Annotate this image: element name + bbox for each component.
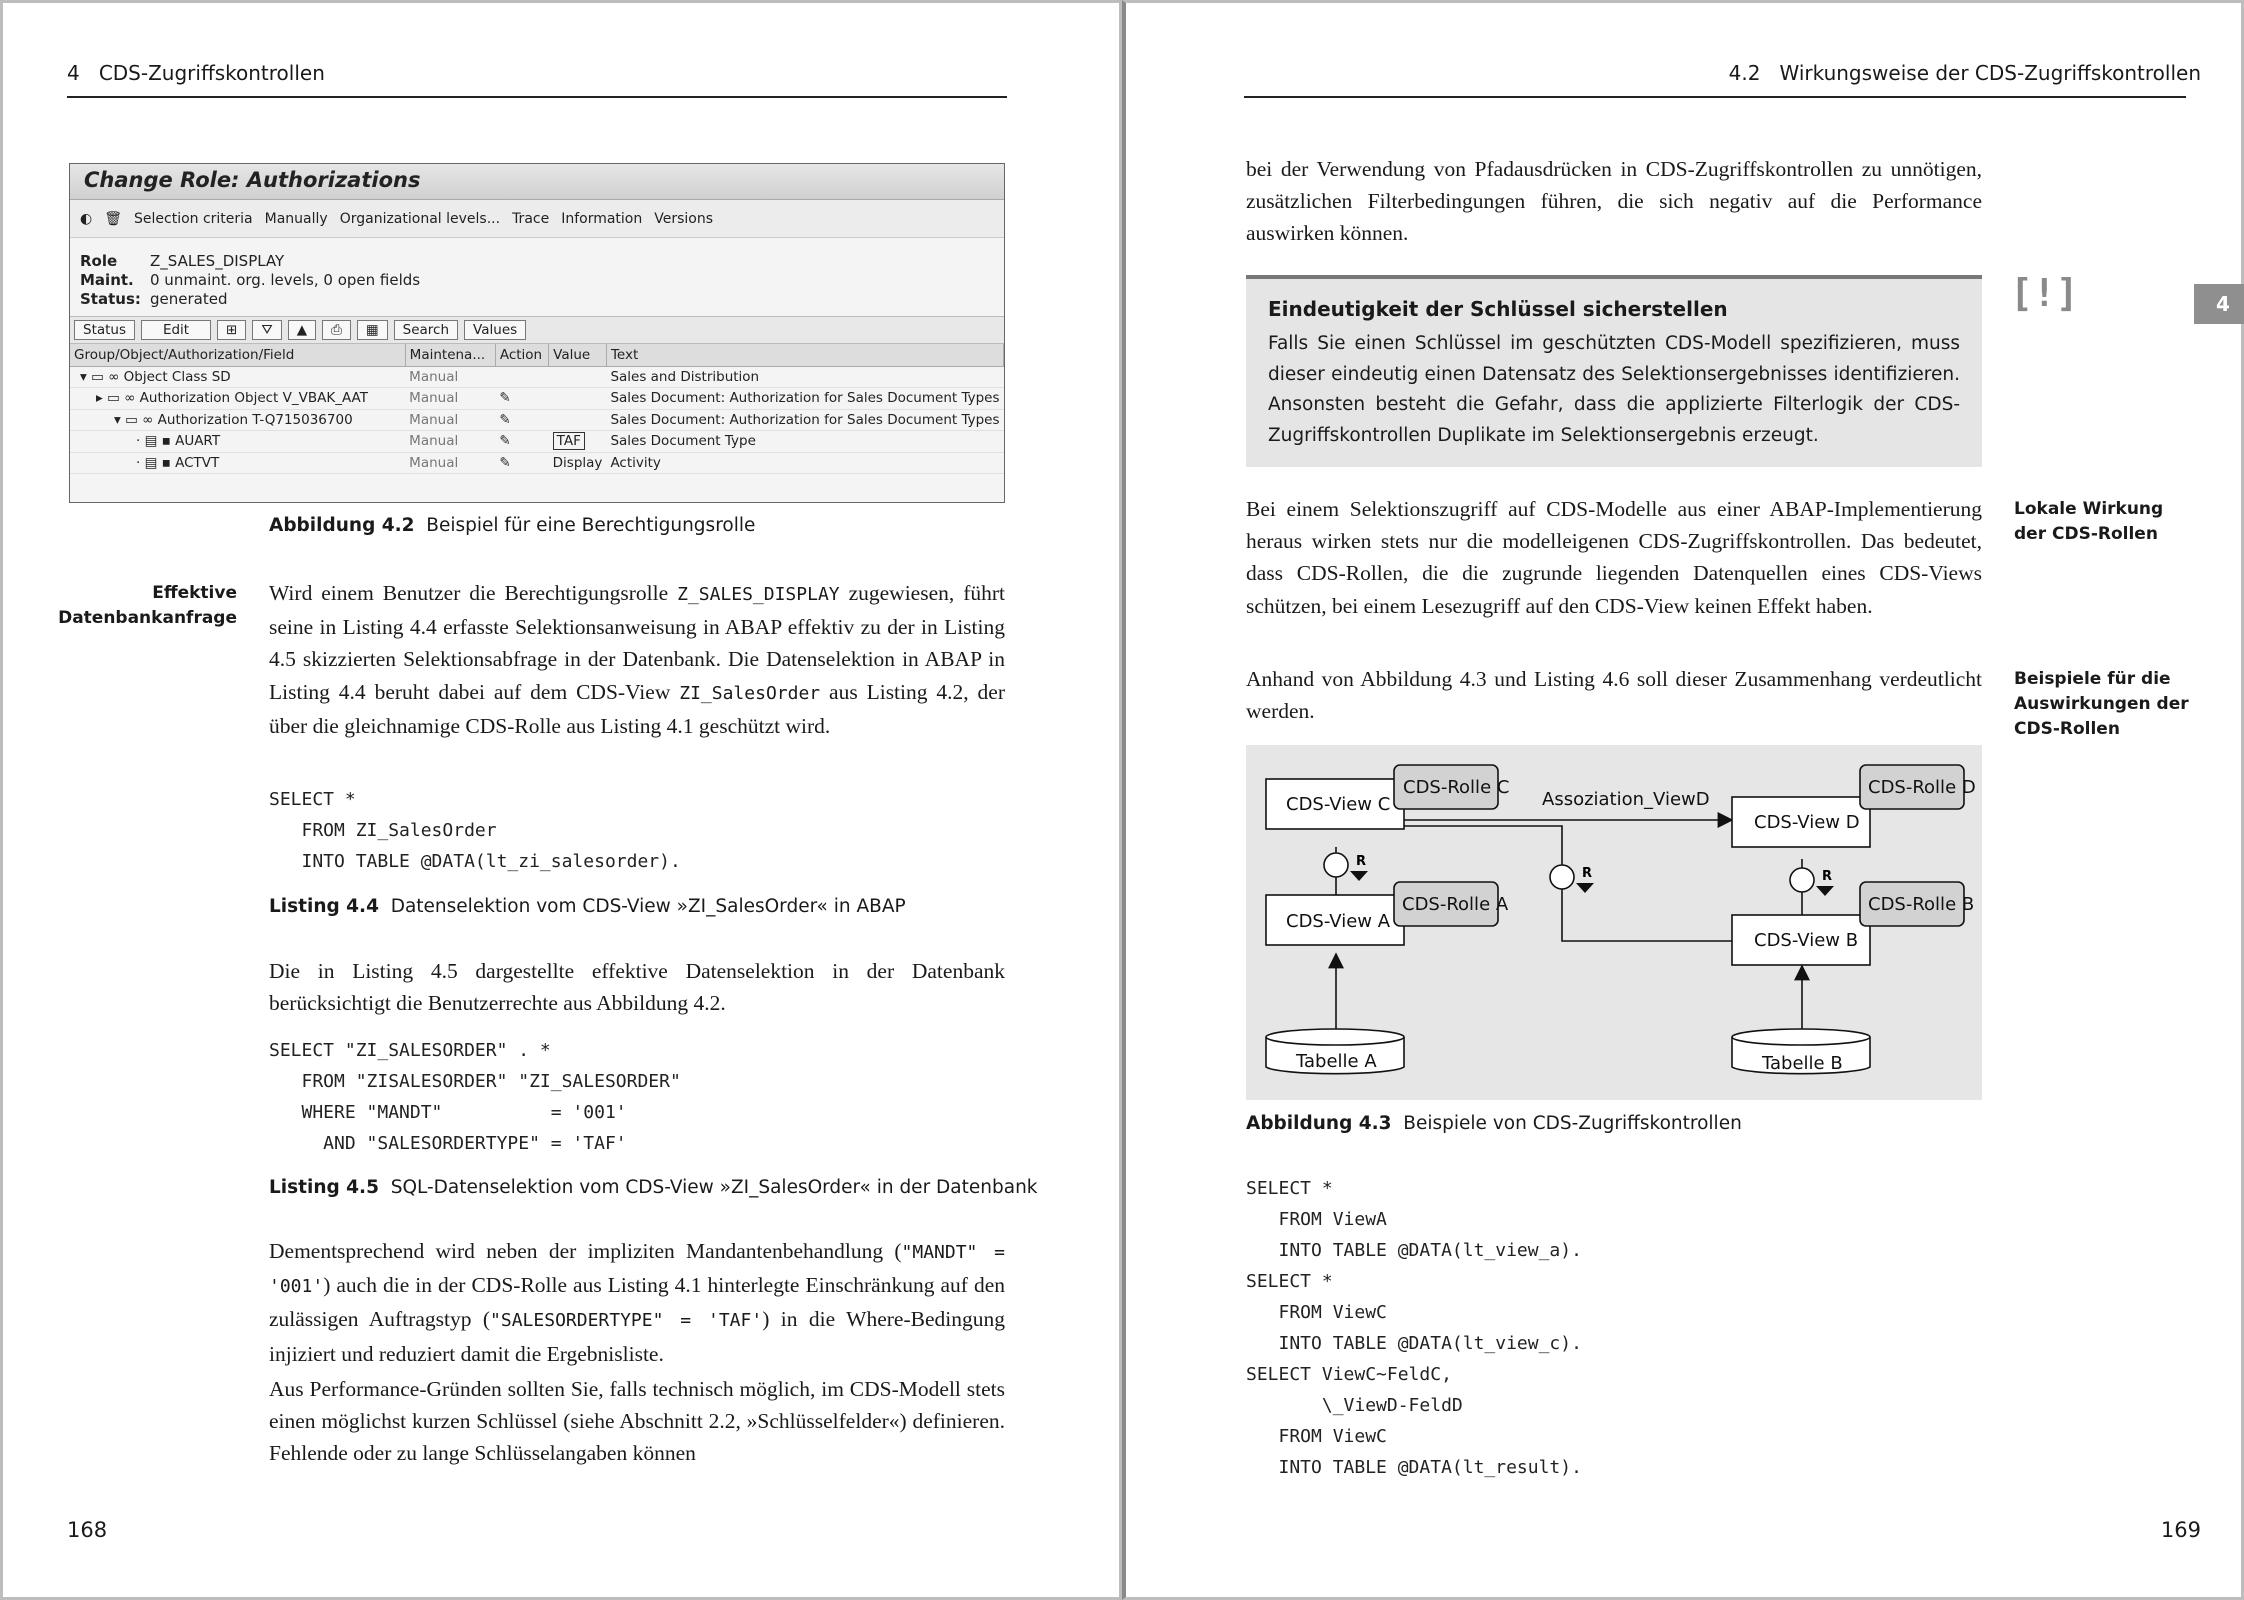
- page-number: 168: [67, 1518, 108, 1542]
- paragraph-4: Aus Performance-Gründen sollten Sie, falls technisch möglich, im CDS-Modell stets einen möglichst kurzen Schlüssel (siehe Abschnitt 2.2, »Schlüsselfelder«) definieren. Fehlende oder zu lange Schlüsselangaben können: [269, 1377, 1005, 1466]
- sap-expand-icon[interactable]: ⊞: [217, 320, 246, 340]
- margin-note-line: Lokale Wirkung: [2014, 499, 2164, 519]
- row-maint: Manual: [405, 452, 495, 474]
- running-header: [67, 61, 325, 85]
- row-text: Sales Document: Authorization for Sales Document Types: [606, 409, 1003, 431]
- listing-caption-4-4: [269, 896, 906, 917]
- listing-4-6-code: SELECT * FROM ViewA INTO TABLE @DATA(lt_view_a). SELECT * FROM ViewC INTO TABLE @DATA(lt_view_c). SELECT ViewC~FeldC, \_ViewD-FeldD FROM ViewC INTO TABLE @DATA(lt_result).: [1246, 1178, 1582, 1478]
- inline-code: Z_SALES_DISPLAY: [677, 584, 840, 605]
- col-header: Maintena...: [405, 344, 495, 366]
- row-value: [549, 388, 607, 410]
- r-label: R: [1582, 866, 1593, 881]
- table-row[interactable]: · ▤ ▪ AUART Manual ✎ TAF Sales Document Type: [70, 431, 1004, 453]
- r-label: R: [1356, 854, 1367, 869]
- col-header: Action: [495, 344, 548, 366]
- maint-value: 0 unmaint. org. levels, 0 open fields: [150, 271, 421, 289]
- figure-caption-4-2: [269, 515, 755, 536]
- sap-edit-button[interactable]: Edit: [141, 320, 211, 340]
- sap-toolbar-org-levels[interactable]: Organizational levels...: [339, 210, 501, 227]
- paragraph-1: [269, 577, 1005, 742]
- row-name: Object Class SD: [123, 368, 231, 385]
- right-page: [1122, 0, 2244, 1600]
- table-row[interactable]: ▾ ▭ ∞ Object Class SD Manual Sales and Distribution: [70, 366, 1004, 388]
- sap-search-button[interactable]: Search: [394, 320, 458, 340]
- row-value[interactable]: TAF: [553, 432, 585, 450]
- caption-text: SQL-Datenselektion vom CDS-View »ZI_SalesOrder« in der Datenbank: [390, 1177, 1038, 1198]
- maint-label: Maint.: [80, 271, 134, 289]
- row-text: Activity: [606, 452, 1003, 474]
- paragraph-2: Anhand von Abbildung 4.3 und Listing 4.6 soll dieser Zusammenhang verdeutlicht werden.: [1246, 667, 1982, 724]
- page-number: 169: [2160, 1518, 2201, 1542]
- row-maint: Manual: [405, 388, 495, 410]
- sap-toolbar-trace[interactable]: Trace: [512, 210, 550, 227]
- sap-toolbar-versions[interactable]: Versions: [654, 210, 714, 227]
- caption-label: Listing 4.5: [269, 1177, 379, 1198]
- trash-icon: 🗑: [104, 210, 122, 227]
- margin-note-line: CDS-Rollen: [2014, 719, 2120, 739]
- margin-note-line: Effektive: [152, 583, 237, 603]
- row-value: [549, 366, 607, 388]
- status-value: generated: [150, 290, 228, 308]
- sap-status-button[interactable]: Status: [74, 320, 135, 340]
- chapter-number: 4: [67, 61, 80, 85]
- margin-note-line: Beispiele für die: [2014, 669, 2171, 689]
- sap-screenshot: [69, 163, 1005, 503]
- role-c-label: CDS-Rolle C: [1403, 777, 1510, 798]
- association-label: Assoziation_ViewD: [1542, 789, 1710, 810]
- row-name: Authorization T-Q715036700: [157, 411, 353, 428]
- margin-note-effektive: [3, 581, 239, 631]
- section-title: Wirkungsweise der CDS-Zugriffskontrollen: [1779, 61, 2201, 85]
- chapter-thumb-tab: 4: [2194, 284, 2244, 324]
- caption-label: Abbildung 4.2: [269, 515, 415, 536]
- caption-text: Datenselektion vom CDS-View »ZI_SalesOrder« in ABAP: [390, 896, 906, 917]
- sap-sort-icon[interactable]: ▲: [288, 320, 316, 340]
- r-label: R: [1822, 869, 1833, 884]
- hint-box: [1246, 275, 1982, 467]
- sap-filter-icon[interactable]: ⛛: [252, 320, 281, 340]
- pencil-icon[interactable]: ✎: [495, 388, 548, 410]
- sap-toolbar-2: [70, 316, 1004, 344]
- listing-caption-4-5: [269, 1177, 1038, 1198]
- header-rule: [67, 96, 1007, 98]
- role-b-label: CDS-Rolle B: [1868, 894, 1975, 915]
- margin-note-line: Auswirkungen der: [2014, 694, 2189, 714]
- sap-toolbar-manually[interactable]: Manually: [264, 210, 328, 227]
- margin-note-beispiele: [2014, 667, 2189, 742]
- margin-note-line: Datenbankanfrage: [58, 608, 237, 628]
- listing-4-5-code: SELECT "ZI_SALESORDER" . * FROM "ZISALESORDER" "ZI_SALESORDER" WHERE "MANDT" = '001' AND "SALESORDERTYPE" = 'TAF': [269, 1040, 681, 1154]
- row-value: [549, 409, 607, 431]
- sap-auth-table: [70, 344, 1004, 474]
- table-a-label: Tabelle A: [1296, 1051, 1377, 1072]
- row-value: Display: [549, 452, 607, 474]
- row-maint: Manual: [405, 409, 495, 431]
- table-row[interactable]: · ▤ ▪ ACTVT Manual ✎ Display Activity: [70, 452, 1004, 474]
- role-value: Z_SALES_DISPLAY: [150, 252, 285, 270]
- pencil-icon[interactable]: ✎: [495, 452, 548, 474]
- sap-toolbar: [70, 200, 1004, 238]
- text-run: Dementsprechend wird neben der impliziten Mandantenbehandlung (: [269, 1239, 902, 1263]
- row-name: ACTVT: [175, 454, 220, 471]
- view-a-label: CDS-View A: [1286, 911, 1391, 932]
- table-row[interactable]: ▸ ▭ ∞ Authorization Object V_VBAK_AAT Manual ✎ Sales Document: Authorization for Sales Document Types: [70, 388, 1004, 410]
- margin-note-line: der CDS-Rollen: [2014, 524, 2158, 544]
- table-row[interactable]: ▾ ▭ ∞ Authorization T-Q715036700 Manual ✎ Sales Document: Authorization for Sales Document Types: [70, 409, 1004, 431]
- warning-icon: [!]: [2010, 271, 2079, 315]
- caption-text: Beispiel für eine Berechtigungsrolle: [426, 515, 756, 536]
- text-run: zugewiesen, führt seine in Listing 4.4 erfasste Selektionsanweisung in ABAP effektiv zu der in Listing 4.5 skizzierten Selektionsabfrage in der Datenbank. Die Datenselektion in ABAP in Listing 4.4 beruht dabei auf dem CDS-View: [269, 581, 1005, 704]
- text-run: ) in die Where-Bedingung injiziert und reduziert damit die Ergebnisliste.: [269, 1307, 1005, 1366]
- text-run: Wird einem Benutzer die Berechtigungsrolle: [269, 581, 678, 605]
- row-text: Sales and Distribution: [606, 366, 1003, 388]
- col-header: Text: [606, 344, 1003, 366]
- sap-values-button[interactable]: Values: [464, 320, 526, 340]
- pencil-icon[interactable]: ✎: [495, 409, 548, 431]
- caption-text: Beispiele von CDS-Zugriffskontrollen: [1403, 1113, 1742, 1134]
- chapter-title: CDS-Zugriffskontrollen: [98, 61, 325, 85]
- paragraph-1: Bei einem Selektionszugriff auf CDS-Modelle aus einer ABAP-Implementierung heraus wirken stets nur die modelleigenen CDS-Zugriffskontrollen. Das bedeutet, dass CDS-Rollen, die die zugrunde liegenden Datenquellen eines CDS-Views schützen, bei einem Lesezugriff auf den CDS-View keinen Effekt haben.: [1246, 497, 1982, 618]
- view-d-label: CDS-View D: [1754, 812, 1860, 833]
- figure-caption-4-3: [1246, 1113, 1742, 1134]
- hint-text: Falls Sie einen Schlüssel im geschützten CDS-Modell spezifizieren, muss dieser eindeutig einen Datensatz des Selektionsergebnisses identifizieren. Ansonsten besteht die Gefahr, dass die applizierte Filterlogik der CDS-Zugriffskontrollen Duplikate im Selektionsergebnis erzeugt.: [1268, 333, 1960, 446]
- running-header: [1729, 61, 2201, 85]
- row-maint: Manual: [405, 366, 495, 388]
- table-b-label: Tabelle B: [1762, 1053, 1843, 1074]
- section-number: 4.2: [1728, 61, 1761, 85]
- hint-title: Eindeutigkeit der Schlüssel sicherstellen: [1268, 297, 1728, 321]
- view-c-label: CDS-View C: [1286, 794, 1391, 815]
- status-label: Status:: [80, 290, 141, 308]
- caption-label: Abbildung 4.3: [1246, 1113, 1392, 1134]
- row-name: AUART: [175, 433, 221, 450]
- text-run: ) auch die in der CDS-Rolle aus Listing 4.1 hinterlegte Einschränkung auf den zulässigen Auftragstyp (: [269, 1273, 1005, 1332]
- col-header: Value: [549, 344, 607, 366]
- paragraph-3: [269, 1235, 1005, 1370]
- sap-toolbar-selection[interactable]: Selection criteria: [134, 210, 253, 227]
- caption-label: Listing 4.4: [269, 896, 379, 917]
- paragraph-2: Die in Listing 4.5 dargestellte effektive Datenselektion in der Datenbank berücksichtigt die Benutzerrechte aus Abbildung 4.2.: [269, 959, 1005, 1016]
- pencil-icon[interactable]: ✎: [495, 431, 548, 453]
- margin-note-lokale: [2014, 497, 2163, 547]
- role-a-label: CDS-Rolle A: [1402, 894, 1509, 915]
- sap-role-info: [70, 238, 1004, 316]
- paragraph-0: bei der Verwendung von Pfadausdrücken in CDS-Zugriffskontrollen zu unnötigen, zusätzlichen Filterbedingungen führen, die sich negativ auf die Performance auswirken können.: [1246, 157, 1982, 246]
- sap-title: Change Role: Authorizations: [70, 164, 1004, 200]
- globe-icon: ◐: [80, 210, 93, 227]
- inline-code: "MANDT" = '001': [269, 1242, 1005, 1298]
- view-b-label: CDS-View B: [1754, 930, 1859, 951]
- inline-code: "SALESORDERTYPE" = 'TAF': [490, 1310, 763, 1332]
- sap-toolbar-information[interactable]: Information: [561, 210, 643, 227]
- sap-layout-icon[interactable]: ▦: [357, 320, 388, 340]
- role-d-label: CDS-Rolle D: [1868, 777, 1976, 798]
- row-name: Authorization Object V_VBAK_AAT: [139, 390, 368, 407]
- listing-4-4-code: SELECT * FROM ZI_SalesOrder INTO TABLE @DATA(lt_zi_salesorder).: [269, 789, 681, 872]
- row-action: [495, 366, 548, 388]
- row-text: Sales Document Type: [606, 431, 1003, 453]
- row-text: Sales Document: Authorization for Sales Document Types: [606, 388, 1003, 410]
- inline-code: ZI_SalesOrder: [679, 682, 821, 704]
- header-rule: [1244, 96, 2186, 98]
- text-run: aus Listing 4.2, der über die gleichnamige CDS-Rolle aus Listing 4.1 geschützt wird.: [269, 679, 1005, 738]
- row-maint: Manual: [405, 431, 495, 453]
- sap-print-icon[interactable]: ⎙: [322, 320, 351, 340]
- cds-diagram: [1246, 745, 1982, 1100]
- col-header: Group/Object/Authorization/Field: [70, 344, 405, 366]
- role-label: Role: [80, 252, 118, 270]
